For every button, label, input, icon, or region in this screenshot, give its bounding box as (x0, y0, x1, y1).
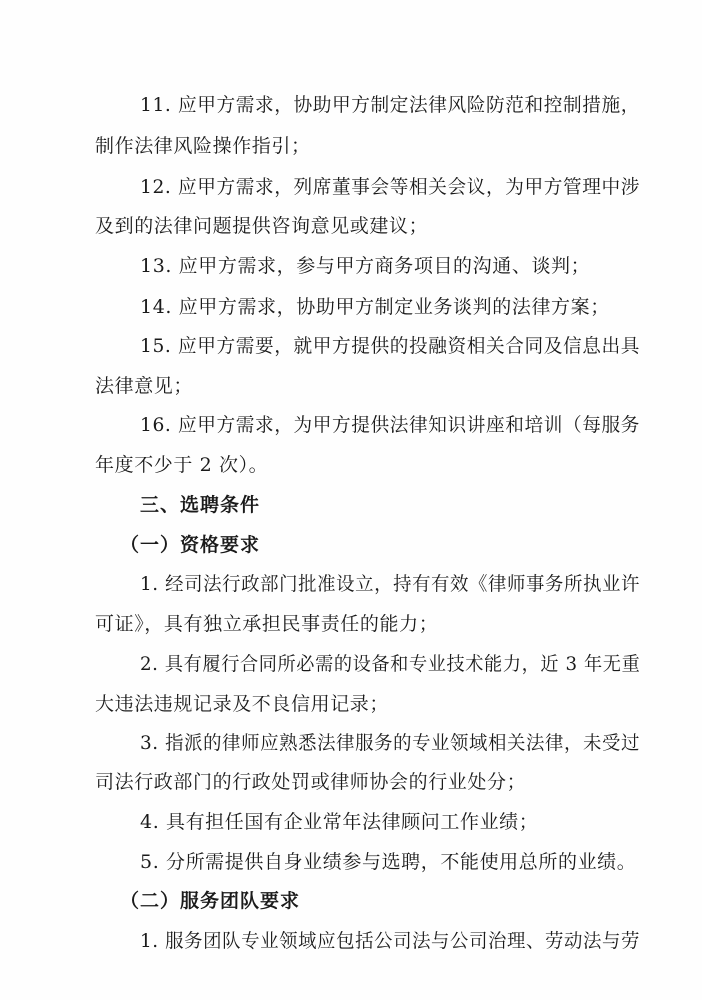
qualification-2-line-1: 2. 具有履行合同所必需的设备和专业技术能力，近 3 年无重 (140, 653, 641, 675)
qualification-1-line-2: 可证》，具有独立承担民事责任的能力； (95, 613, 439, 635)
subheading-qualification-requirements: （一）资格要求 (120, 534, 261, 556)
service-team-1-line-1: 1. 服务团队专业领域应包括公司法与公司治理、劳动法与劳 (140, 930, 640, 952)
item-12-line-1: 12. 应甲方需求，列席董事会等相关会议，为甲方管理中涉 (140, 176, 641, 198)
item-13: 13. 应甲方需求，参与甲方商务项目的沟通、谈判； (140, 255, 591, 277)
qualification-3-line-2: 司法行政部门的行政处罚或律师协会的行业处分； (95, 771, 527, 793)
item-11-line-1: 11. 应甲方需求，协助甲方制定法律风险防范和控制措施， (140, 94, 641, 116)
qualification-3-line-1: 3. 指派的律师应熟悉法律服务的专业领域相关法律，未受过 (140, 732, 640, 754)
item-12-line-2: 及到的法律问题提供咨询意见或建议； (95, 215, 429, 237)
qualification-2-line-2: 大违法违规记录及不良信用记录； (95, 693, 390, 715)
qualification-5: 5. 分所需提供自身业绩参与选聘，不能使用总所的业绩。 (140, 851, 637, 873)
item-14: 14. 应甲方需求，协助甲方制定业务谈判的法律方案； (140, 296, 610, 318)
qualification-1-line-1: 1. 经司法行政部门批准设立，持有有效《律师事务所执业许 (140, 573, 640, 595)
qualification-4: 4. 具有担任国有企业常年法律顾问工作业绩； (140, 811, 539, 833)
item-16-line-2: 年度不少于 2 次）。 (95, 454, 269, 476)
item-15-line-2: 法律意见； (95, 375, 194, 397)
subheading-service-team-requirements: （二）服务团队要求 (120, 890, 301, 912)
item-15-line-1: 15. 应甲方需要，就甲方提供的投融资相关合同及信息出具 (140, 335, 641, 357)
item-11-line-2: 制作法律风险操作指引； (95, 135, 311, 157)
section-heading-selection-conditions: 三、选聘条件 (140, 494, 261, 516)
item-16-line-1: 16. 应甲方需求，为甲方提供法律知识讲座和培训（每服务 (140, 414, 641, 436)
